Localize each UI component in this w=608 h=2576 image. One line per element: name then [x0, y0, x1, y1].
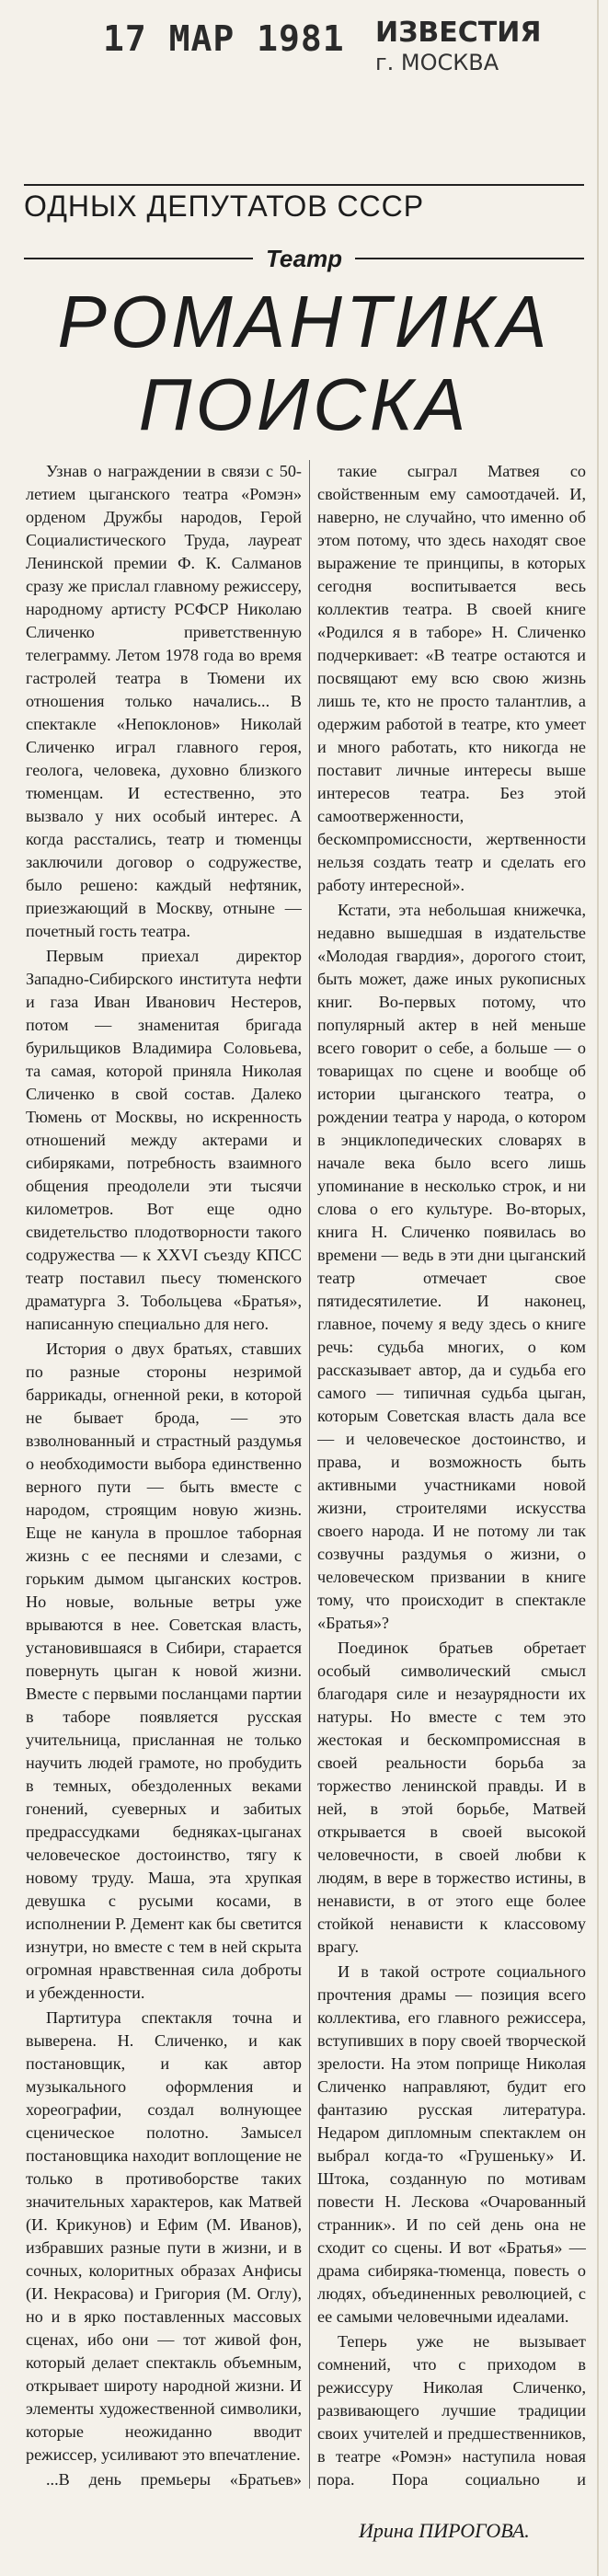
section-header: ОДНЫХ ДЕПУТАТОВ СССР [24, 190, 425, 223]
article-title-line-2: ПОИСКА [138, 363, 470, 445]
right-column [317, 460, 586, 2489]
paragraph: И в такой остроте социального прочтения драмы — позиция всего коллектива, его главного режиссера, вступивших в пору своей творческой зрелости. На этом поприще Николая Сличенко направляют, будит его фантазию русская литература. Недаром дипломным спектаклем он выбрал когда-то «Грушеньку» И. Штока, созданную по мотивам повести Н. Лескова «Очарованный странник». И по сей день она не сходит со сцены. И вот «Братья» — драма сибиряка-тюменца, повесть о людях, объединенных революцией, с ее самыми человечными идеалами. [317, 1962, 586, 2326]
paragraph: Узнав о награждении в связи с 50-летием цыганского театра «Ромэн» орденом Дружбы народов, Герой Социалистического Труда, лауреат Ленинской премии Ф. К. Салманов сразу же прислал главному режиссеру, народному артисту РСФСР Николаю Сличенко приветственную телеграмму. Летом 1978 года во время гастролей театра в Тюмени их отношения только начались... В спектакле «Непоклонов» Николай Сличенко играл главного героя, геолога, человека, духовно близкого тюменцам. И естественно, это вызвало у них особый интерес. А когда расстались, театр и тюменцы заключили договор о содружестве, было решено: каждый нефтяник, приезжающий в Москву, отныне — почетный гость театра. [26, 462, 302, 940]
stamp-newspaper-name: ИЗВЕСТИЯ [375, 17, 542, 49]
paragraph: Первым приехал директор Западно-Сибирского института нефти и газа Иван Иванович Нестеров, потом — знаменитая бригада бурильщиков Владимира Соловьева, та самая, которой приняла Николая Сличенко в свой состав. Далеко Тюмень от Москвы, но искренность отношений между актерами и сибиряками, потребность взаимного общения преодолели эти тысячи километров. Вот еще одно свидетельство плодотворности такого содружества — к XXVI съезду КПСС театр поставил пьесу тюменского драматурга З. Тобольцева «Братья», написанную специально для него. [26, 947, 302, 1333]
rubric-bar [24, 244, 584, 272]
article-title-line-1: РОМАНТИКА [57, 281, 551, 362]
paragraph: История о двух братьях, ставших по разные стороны незримой баррикады, огненной реки, в которой не бывает брода, — это взволнованный и страстный раздумья о необходимости выбора единственно верного пути — быть вместе с народом, строящим новую жизнь. Еще не канула в прошлое таборная жизнь с ее песнями и слезами, с горьким дымом цыганских костров. Но новые, вольные ветры уже врываются в нее. Советская власть, установившаяся в Сибири, старается повернуть цыган к новой жизни. Вместе с первыми посланцами партии в таборе появляется русская учительница, присланная не только научить людей грамоте, но пробудить в темных, обездоленных веками гонений, суеверных и забитых предрассудками бедняках-цыганах человеческое достоинство, тягу к новому труду. Маша, эта хрупкая девушка с русыми косами, в исполнении Р. Демент как бы светится изнутри, но вместе с тем в ней скрыта огромная нравственная сила доброты и убежденности. [26, 1340, 302, 2002]
paragraph: Теперь уже не вызывает сомнений, что с приходом в режиссуру Николая Сличенко, развивающего лучшие традиции своих учителей и предшественников, в театре «Ромэн» наступила новая пора. Пора социально и [317, 2332, 586, 2489]
paragraph: Кстати, эта небольшая книжечка, недавно вышедшая в издательстве «Молодая гвардия», дорогого стоит, быть может, даже иных рукописных книг. Во-первых потому, что популярный актер в ней меньше всего говорит о себе, а больше — о товарищах по сцене и вообще об истории цыганского театра, о рождении театра у народа, о котором в энциклопедических словарях в начале века было всего лишь упоминание в несколько строк, и ни слова о его культуре. Во-вторых, книга Н. Сличенко появилась во времени — ведь в эти дни цыганский театр отмечает свое пятидесятилетие. И наконец, главное, почему я веду здесь о книге речь: судьба многих, о ком рассказывает автор, да и судьба его самого — типичная судьба цыган, которым Советская власть дала все — и человеческое достоинство, и права, и возможность быть активными участниками новой жизни, строителями искусства своего народа. И не потому ли так созвучны раздумья о жизни, о человеческом призвании в книге тому, что происходит в спектакле «Братья»? [317, 901, 586, 1632]
paragraph: такие сыграл Матвея со свойственным ему самоотдачей. И, наверно, не случайно, что именно об этом потому, что здесь находят свое выражение те принципы, в которых сегодня воспитывается весь коллектив театра. В своей книге «Родился я в таборе» Н. Сличенко подчеркивает: «В театре остаются и посвящают ему всю свою жизнь лишь те, кто не просто талантлив, а одержим работой в театре, кто умеет и много работать, кто никогда не поставит личные интересы выше интересов театра. Без этой самоотверженности, бескомпромиссности, жертвенности нельзя создать театр и сделать его работу интересной». [317, 462, 586, 894]
left-column [26, 460, 302, 2489]
paragraph: Поединок братьев обретает особый символический смысл благодаря силе и незаурядности их натуры. Но вместе с тем это жестокая и бескомпромиссная в своей реальности борьба за торжество ленинской правды. И в ней, в этой борьбе, Матвей открывается в своей высокой человечности, в своей любви к людям, в вере в торжество истины, в ненависти, в от этого еще более стойкой ненависти к классовому врагу. [317, 1639, 586, 1956]
paragraph: ...В день премьеры «Братьев» [46, 2470, 302, 2489]
stamp-date: 17 МАР 1981 [103, 18, 345, 59]
top-rule [24, 184, 584, 186]
date-stamp [103, 13, 581, 77]
author-signature: Ирина ПИРОГОВА. [359, 2519, 530, 2542]
paragraph: Партитура спектакля точна и выверена. Н. Сличенко, и как постановщик, и как автор музыкального оформления и хореографии, создал волнующее сценическое полотно. Замысел постановщика находит воплощение не только в противоборстве таких значительных характеров, как Матвей (И. Крикунов) и Ефим (М. Иванов), избравших разные пути в жизни, и в сочных, колоритных образах Анфисы (И. Некрасова) и Григория (М. Оглу), но и в ярко поставленных массовых сценах, ибо они — тот живой фон, который делает спектакль объемным, открывает широту народной жизни. И элементы художественной символики, которые неожиданно вводит режиссер, усиливают это впечатление. [26, 2008, 302, 2464]
stamp-city: г. МОСКВА [375, 50, 499, 75]
rubric-label: Театр [265, 244, 343, 272]
column-divider [309, 460, 310, 2489]
